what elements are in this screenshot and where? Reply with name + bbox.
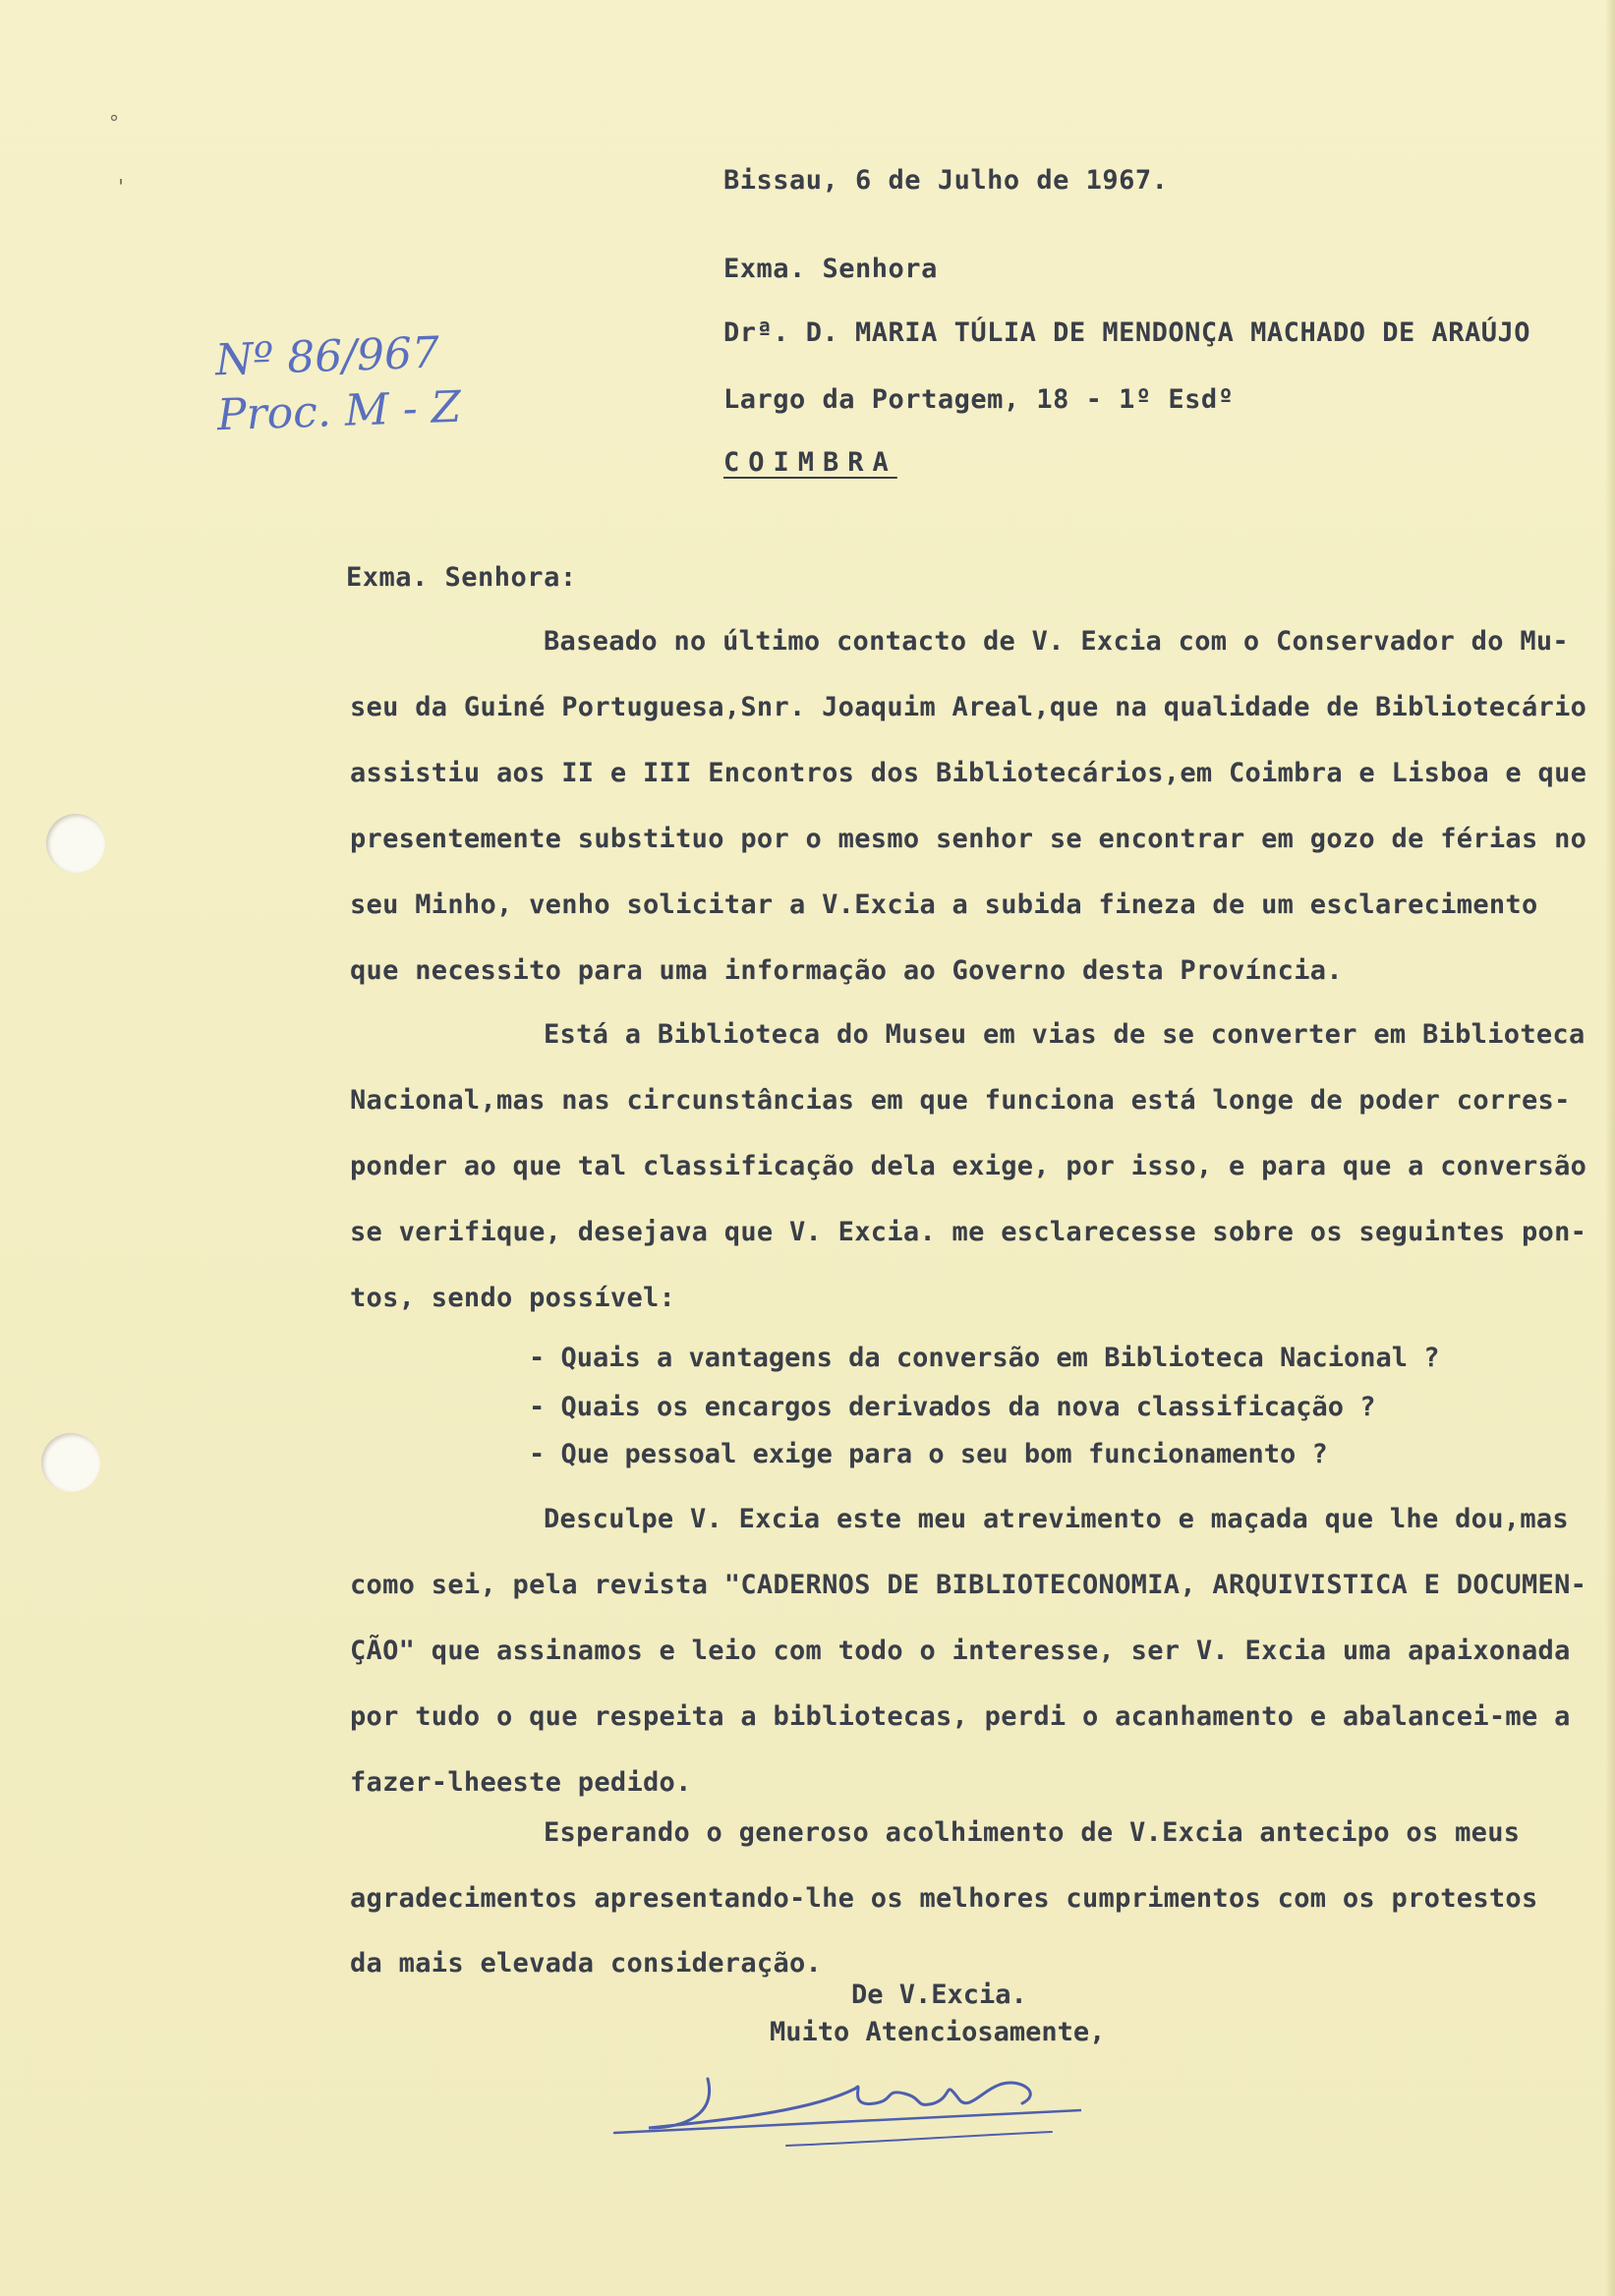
opening-salutation: Exma. Senhora:	[346, 562, 577, 593]
signature	[609, 2049, 1081, 2148]
paragraph-line: como sei, pela revista "CADERNOS DE BIBLIOTECONOMIA, ARQUIVISTICA E DOCUMEN-	[350, 1570, 1587, 1600]
paragraph-line: se verifique, desejava que V. Excia. me esclarecesse sobre os seguintes pon-	[350, 1217, 1587, 1247]
handwritten-number: Nº 86/967	[214, 327, 440, 386]
paper-edge-shadow	[1605, 0, 1615, 2296]
paper-mark: °	[108, 111, 121, 135]
recipient-name: Drª. D. MARIA TÚLIA DE MENDONÇA MACHADO DE ARAÚJO	[723, 317, 1531, 348]
date-line: Bissau, 6 de Julho de 1967.	[723, 165, 1169, 196]
punch-hole	[46, 814, 105, 873]
paragraph-line: Nacional,mas nas circunstâncias em que funciona está longe de poder corres-	[350, 1085, 1571, 1116]
paragraph-line: por tudo o que respeita a bibliotecas, perdi o acanhamento e abalancei-me a	[350, 1701, 1571, 1732]
recipient-salutation: Exma. Senhora	[723, 254, 938, 284]
paragraph-line: agradecimentos apresentando-lhe os melhores cumprimentos com os protestos	[350, 1883, 1538, 1914]
paragraph-line: tos, sendo possível:	[350, 1283, 676, 1313]
paragraph-line: seu Minho, venho solicitar a V.Excia a subida fineza de um esclarecimento	[350, 890, 1538, 920]
paragraph-line: Esperando o generoso acolhimento de V.Excia antecipo os meus	[544, 1817, 1521, 1848]
paragraph-line: ÇÃO" que assinamos e leio com todo o interesse, ser V. Excia uma apaixonada	[350, 1636, 1571, 1666]
question-item: - Quais os encargos derivados da nova classificação ?	[529, 1392, 1376, 1422]
paragraph-line: assistiu aos II e III Encontros dos Bibliotecários,em Coimbra e Lisboa e que	[350, 758, 1587, 788]
paragraph-line: Desculpe V. Excia este meu atrevimento e maçada que lhe dou,mas	[544, 1504, 1569, 1534]
paragraph-line: Está a Biblioteca do Museu em vias de se converter em Biblioteca	[544, 1019, 1586, 1050]
punch-hole	[41, 1433, 100, 1492]
paper-mark: '	[115, 175, 128, 199]
paragraph-line: fazer-lheeste pedido.	[350, 1767, 692, 1798]
closing-line: De V.Excia.	[851, 1980, 1027, 2010]
recipient-address: Largo da Portagem, 18 - 1º Esdº	[723, 384, 1235, 415]
paragraph-line: que necessito para uma informação ao Governo desta Província.	[350, 955, 1343, 986]
question-item: - Quais a vantagens da conversão em Biblioteca Nacional ?	[529, 1343, 1440, 1373]
closing-line: Muito Atenciosamente,	[770, 2017, 1106, 2047]
paragraph-line: seu da Guiné Portuguesa,Snr. Joaquim Areal,que na qualidade de Bibliotecário	[350, 692, 1587, 722]
handwritten-process: Proc. M - Z	[216, 381, 462, 441]
recipient-city: COIMBRA	[723, 447, 897, 478]
question-item: - Que pessoal exige para o seu bom funcionamento ?	[529, 1439, 1328, 1469]
handwritten-reference	[214, 325, 462, 444]
paragraph-line: Baseado no último contacto de V. Excia com o Conservador do Mu-	[544, 626, 1569, 657]
paragraph-line: ponder ao que tal classificação dela exige, por isso, e para que a conversão	[350, 1151, 1587, 1181]
paragraph-line: presentemente substituo por o mesmo senhor se encontrar em gozo de férias no	[350, 824, 1587, 854]
paragraph-line: da mais elevada consideração.	[350, 1948, 823, 1979]
